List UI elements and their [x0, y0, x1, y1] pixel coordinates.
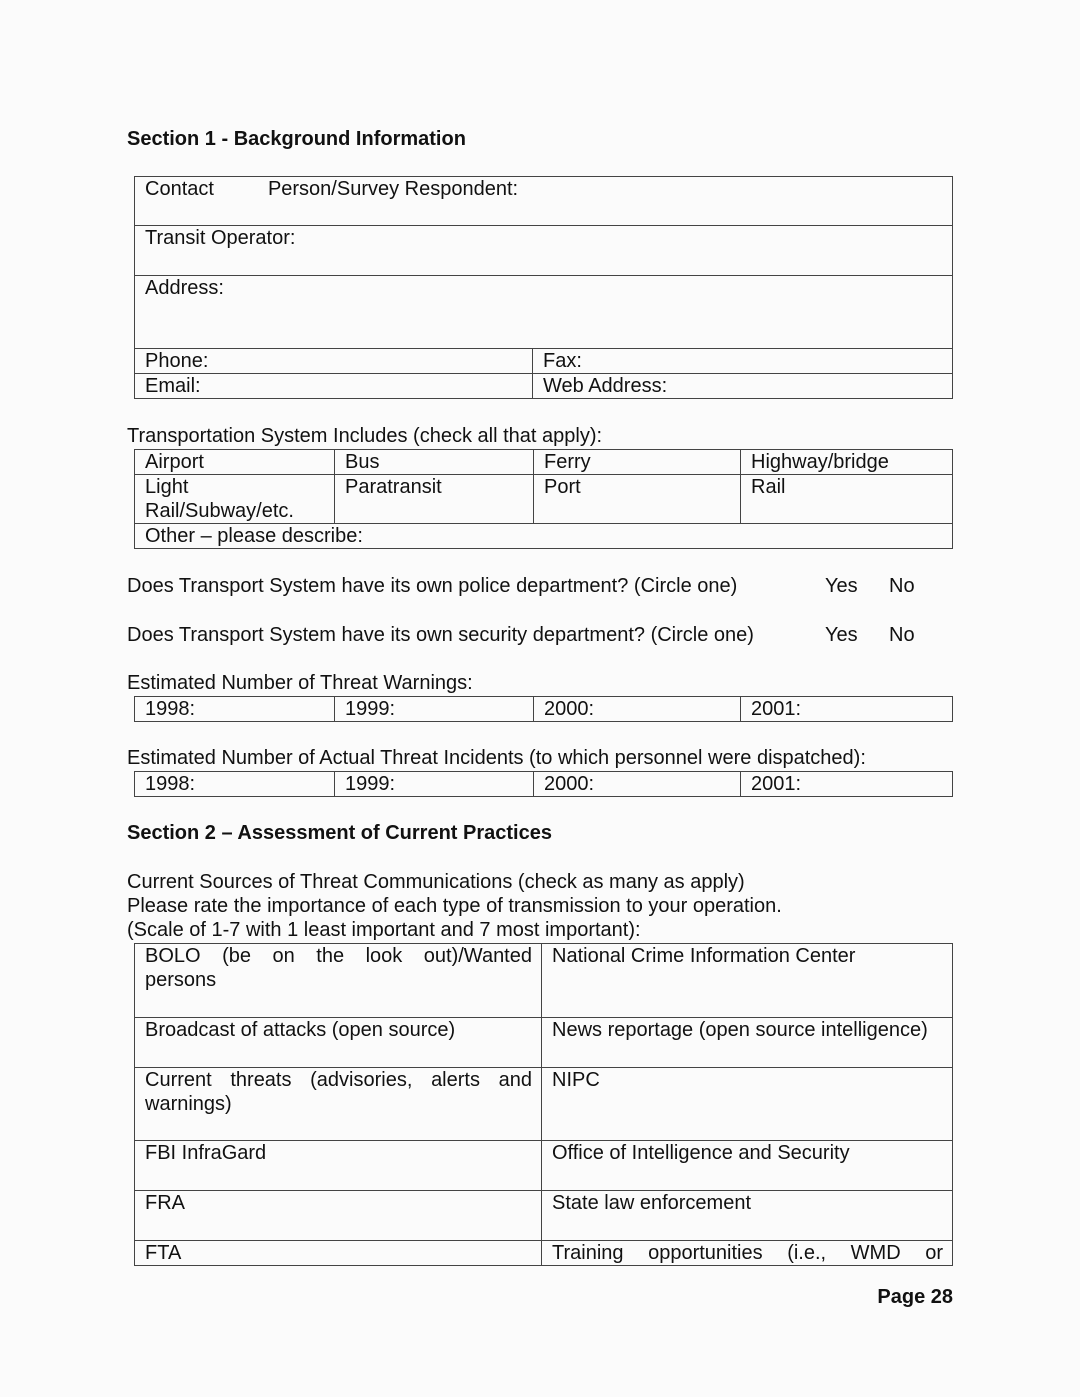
police-question: Does Transport System have its own police department? (Circle one) [127, 575, 738, 597]
source-current-threats-line1: Current threats (advisories, alerts and [145, 1069, 532, 1091]
security-question: Does Transport System have its own security department? (Circle one) [127, 624, 754, 646]
source-fbi-infragard[interactable]: FBI InfraGard [135, 1141, 542, 1191]
source-fra[interactable]: FRA [135, 1191, 542, 1241]
transport-system-table [134, 449, 953, 549]
section2-heading: Section 2 – Assessment of Current Practices [127, 822, 552, 844]
source-news[interactable]: News reportage (open source intelligence) [542, 1018, 953, 1068]
threat-sources-table [134, 943, 953, 1266]
contact-label: Contact [145, 178, 214, 200]
source-bolo[interactable] [135, 944, 542, 1018]
section2-line1: Current Sources of Threat Communications (check as many as apply) [127, 871, 745, 893]
light-rail-line2: Rail/Subway/etc. [145, 500, 294, 522]
option-light-rail[interactable] [135, 475, 335, 524]
option-ferry[interactable]: Ferry [534, 450, 741, 475]
source-bolo-line2: persons [145, 969, 217, 991]
warnings-2001[interactable]: 2001: [741, 697, 953, 722]
web-address-label: Web Address: [543, 375, 668, 397]
transit-operator-label: Transit Operator: [145, 227, 296, 249]
incidents-1998[interactable]: 1998: [135, 772, 335, 797]
fax-label: Fax: [543, 350, 582, 372]
contact-info-table [134, 176, 953, 399]
web-address-cell[interactable] [533, 374, 953, 399]
address-cell[interactable] [135, 276, 953, 349]
warnings-label: Estimated Number of Threat Warnings: [127, 672, 473, 694]
security-no[interactable]: No [889, 624, 915, 646]
source-office-intel[interactable]: Office of Intelligence and Security [542, 1141, 953, 1191]
source-broadcast[interactable]: Broadcast of attacks (open source) [135, 1018, 542, 1068]
respondent-label: Person/Survey Respondent: [267, 178, 519, 200]
transport-intro: Transportation System Includes (check all that apply): [127, 425, 603, 447]
phone-label: Phone: [145, 350, 209, 372]
source-current-threats[interactable] [135, 1068, 542, 1141]
option-airport[interactable]: Airport [135, 450, 335, 475]
source-training[interactable] [542, 1241, 953, 1266]
incidents-table [134, 771, 953, 797]
section2-line3: (Scale of 1-7 with 1 least important and 7 most important): [127, 919, 641, 941]
source-ncic[interactable]: National Crime Information Center [542, 944, 953, 1018]
phone-cell[interactable] [135, 349, 533, 374]
incidents-2000[interactable]: 2000: [534, 772, 741, 797]
contact-person-cell[interactable] [135, 177, 953, 226]
option-bus[interactable]: Bus [335, 450, 534, 475]
police-yes[interactable]: Yes [825, 575, 858, 597]
incidents-1999[interactable]: 1999: [335, 772, 534, 797]
source-nipc[interactable]: NIPC [542, 1068, 953, 1141]
transit-operator-cell[interactable] [135, 226, 953, 276]
option-paratransit[interactable]: Paratransit [335, 475, 534, 524]
incidents-2001[interactable]: 2001: [741, 772, 953, 797]
section1-heading: Section 1 - Background Information [127, 128, 466, 150]
source-fta[interactable]: FTA [135, 1241, 542, 1266]
page-number: Page 28 [877, 1286, 953, 1308]
email-cell[interactable] [135, 374, 533, 399]
fax-cell[interactable] [533, 349, 953, 374]
source-current-threats-line2: warnings) [145, 1093, 232, 1115]
section2-line2: Please rate the importance of each type of transmission to your operation. [127, 895, 782, 917]
security-yes[interactable]: Yes [825, 624, 858, 646]
warnings-1998[interactable]: 1998: [135, 697, 335, 722]
address-label: Address: [145, 277, 224, 299]
source-bolo-line1: BOLO (be on the look out)/Wanted [145, 945, 532, 967]
warnings-2000[interactable]: 2000: [534, 697, 741, 722]
option-port[interactable]: Port [534, 475, 741, 524]
warnings-1999[interactable]: 1999: [335, 697, 534, 722]
option-rail[interactable]: Rail [741, 475, 953, 524]
source-state-law[interactable]: State law enforcement [542, 1191, 953, 1241]
police-no[interactable]: No [889, 575, 915, 597]
warnings-table [134, 696, 953, 722]
light-rail-line1: Light [145, 476, 189, 498]
email-label: Email: [145, 375, 201, 397]
incidents-label: Estimated Number of Actual Threat Incidents (to which personnel were dispatched): [127, 747, 866, 769]
option-other[interactable]: Other – please describe: [135, 524, 953, 549]
source-training-text: Training opportunities (i.e., WMD or [552, 1242, 943, 1264]
option-highway-bridge[interactable]: Highway/bridge [741, 450, 953, 475]
